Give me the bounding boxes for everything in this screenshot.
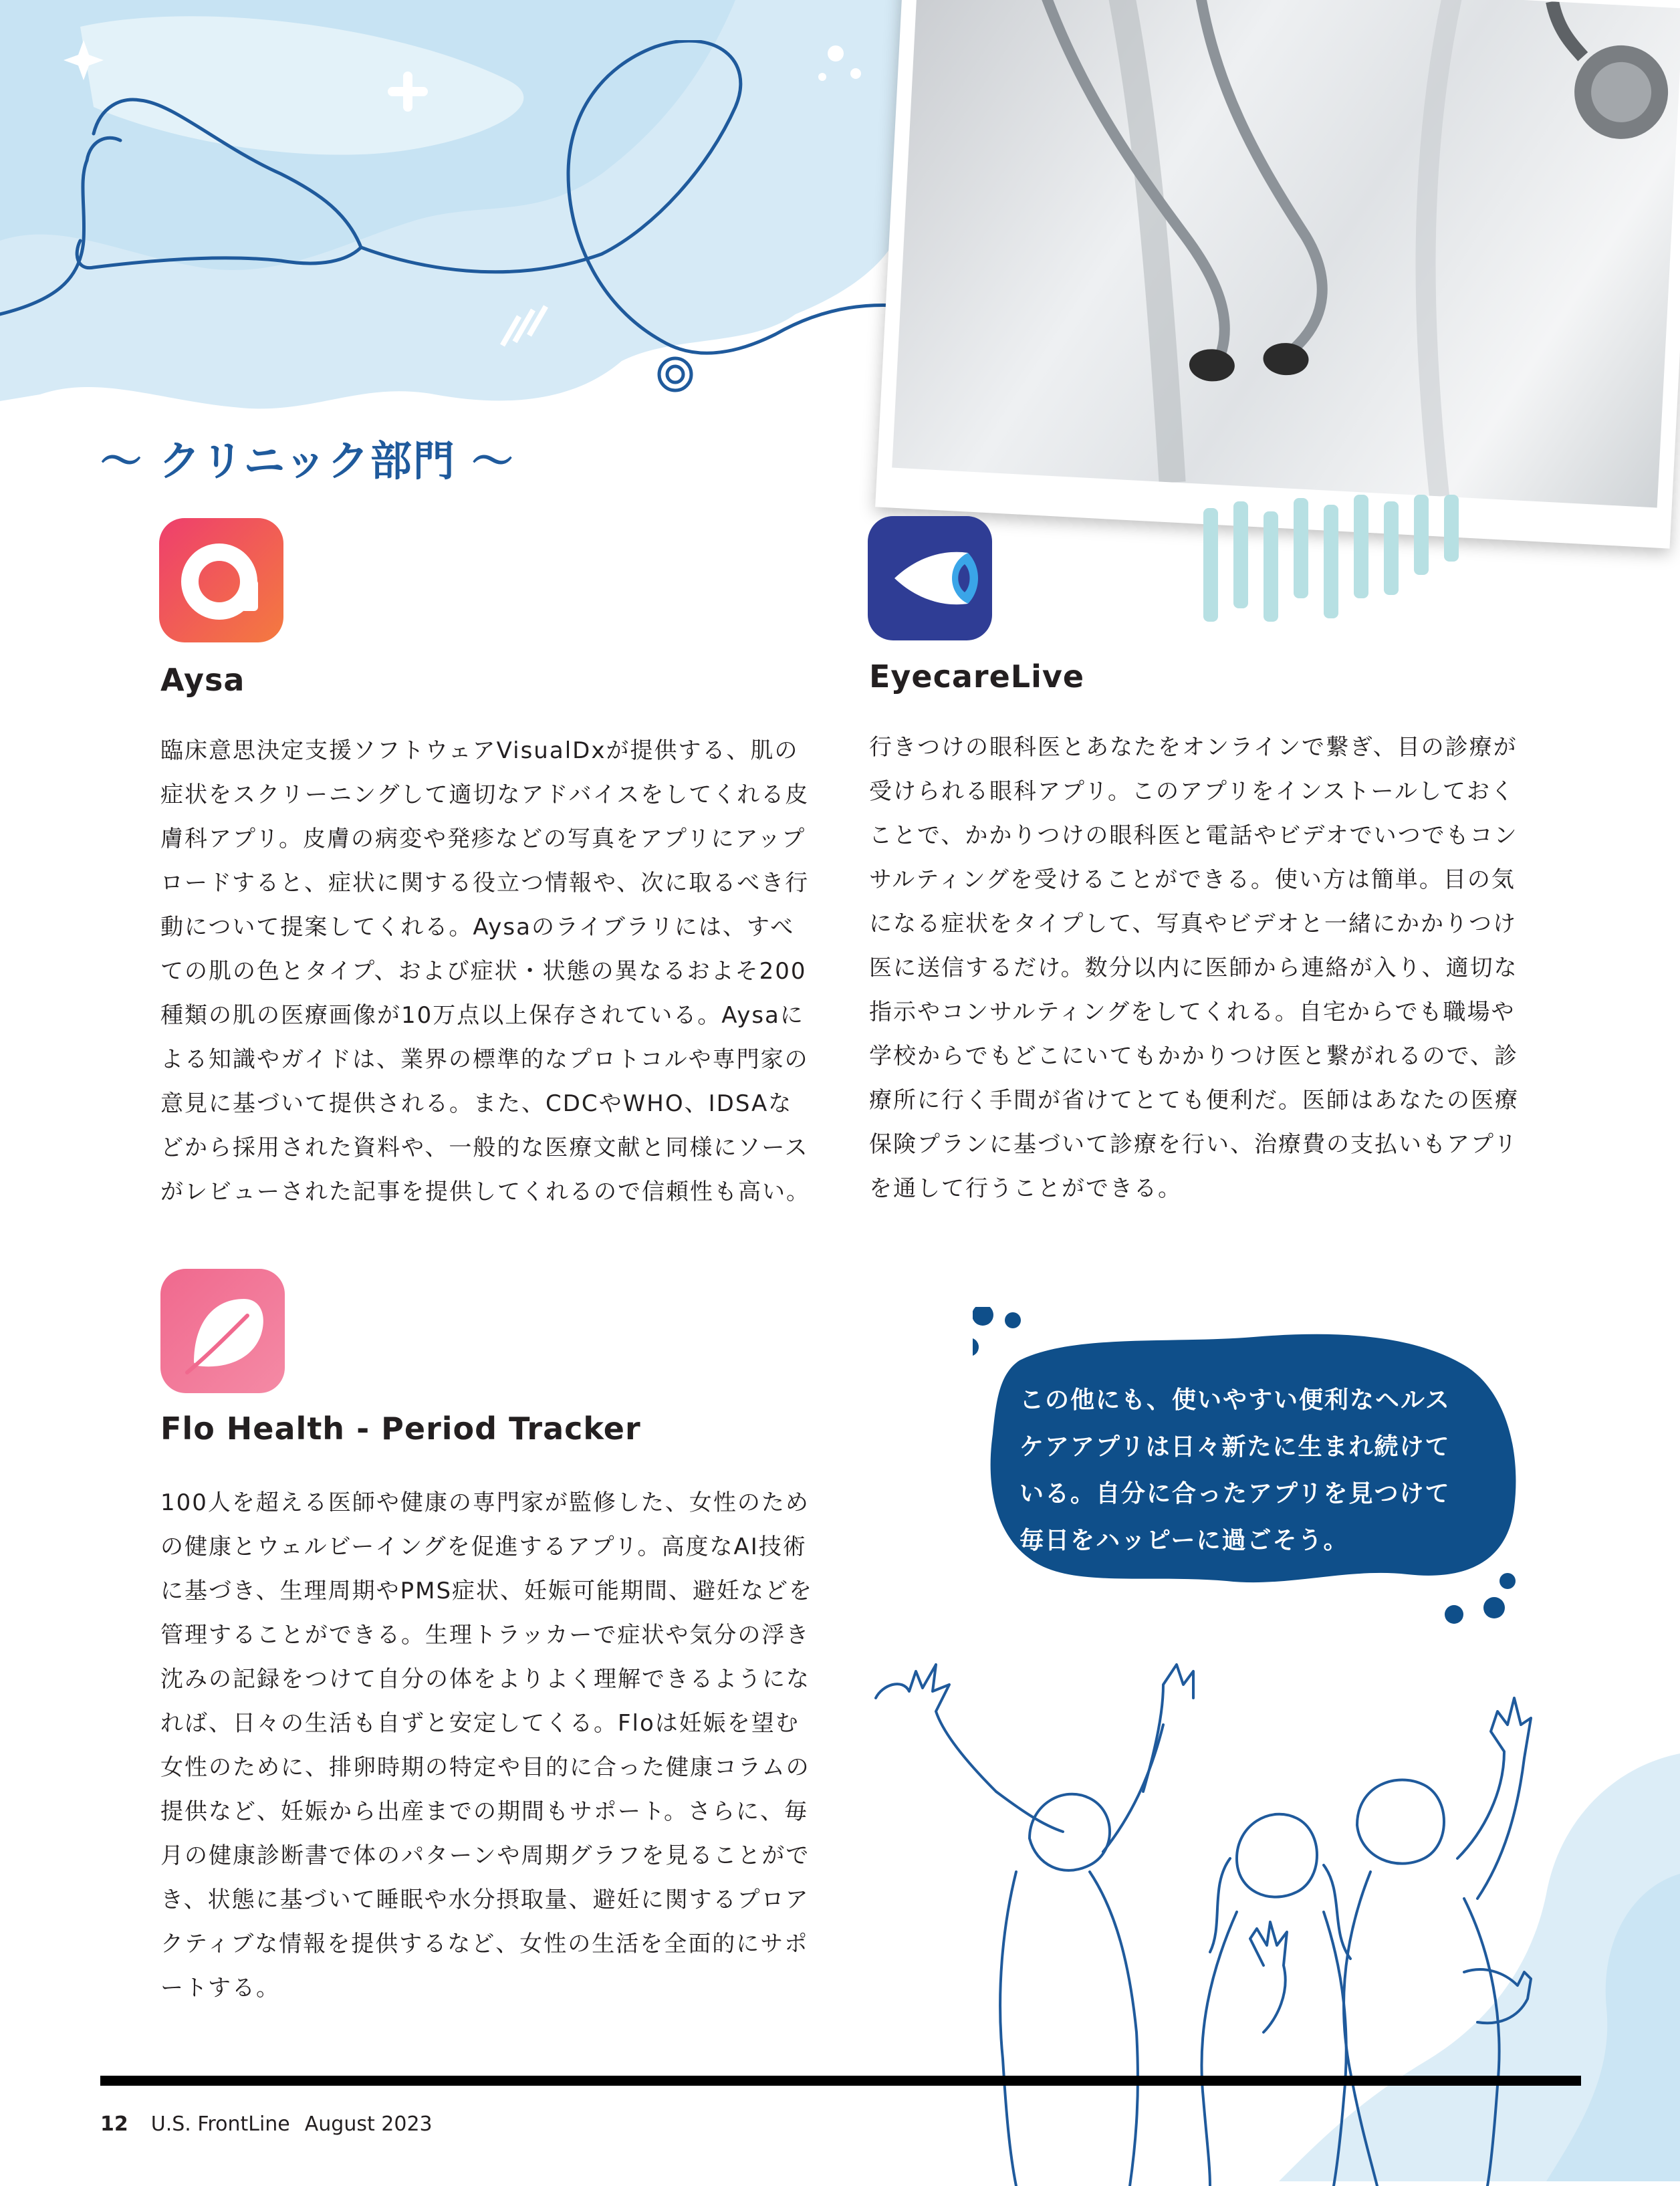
decorative-brush-stripes (1203, 495, 1578, 628)
flo-app-icon (160, 1269, 285, 1393)
footer (100, 2112, 433, 2136)
stethoscope-photo-illustration (892, 0, 1680, 508)
app-description-eyecarelive: 行きつけの眼科医とあなたをオンラインで繋ぎ、目の診療が受けられる眼科アプリ。このアプリをインストールしておくことで、かかりつけの眼科医と電話やビデオでいつでもコンサルティングを受けることができる。使い方は簡単。目の気になる症状をタイプして、写真やビデオと一緒にかかりつけ医に送信するだけ。数分以内に医師から連絡が入り、適切な指示やコンサルティングをしてくれる。自宅からでも職場や学校からでもどこにいてもかかりつけ医と繋がれるので、診療所に行く手間が省けてとても便利だ。医師はあなたの医療保険プランに基づいて診療を行い、治療費の支払いもアプリを通して行うことができる。 (869, 734, 1519, 1202)
footer-rule (100, 2076, 1581, 2086)
page-number: 12 (100, 2112, 128, 2136)
aysa-app-icon (159, 518, 283, 642)
stethoscope-line-art (0, 40, 916, 414)
app-description-flo: 100人を超える医師や健康の専門家が監修した、女性のための健康とウェルビーイングを促進するアプリ。高度なAI技術に基づき、生理周期やPMS症状、妊娠可能期間、避妊などを管理することができる。生理トラッカーで症状や気分の浮き沈みの記録をつけて自分の体をよりよく理解できるようになれば、日々の生活も自ずと安定してくる。Floは妊娠を望む女性のために、排卵時期の特定や目的に合った健康コラムの提供など、妊娠から出産までの期間もサポート。さらに、毎月の健康診断書で体のパターンや周期グラフを見ることができ、状態に基づいて睡眠や水分摂取量、避妊に関するプロアクティブな情報を提供するなど、女性の生活を全面的にサポートする。 (160, 1489, 814, 2001)
app-name-aysa: Aysa (160, 662, 245, 698)
app-name-flo: Flo Health - Period Tracker (160, 1411, 641, 1447)
publication-name: U.S. FrontLine (150, 2112, 290, 2136)
app-name-eyecarelive: EyecareLive (869, 658, 1085, 695)
section-title: 〜 クリニック部門 〜 (100, 437, 515, 485)
app-description-aysa: 臨床意思決定支援ソフトウェアVisualDxが提供する、肌の症状をスクリーニングして適切なアドバイスをしてくれる皮膚科アプリ。皮膚の病変や発疹などの写真をアプリにアップロードすると、症状に関する役立つ情報や、次に取るべき行動について提案してくれる。Aysaのライブラリには、すべての肌の色とタイプ、および症状・状態の異なるおよそ200種類の肌の医療画像が10万点以上保存されている。Aysaによる知識やガイドは、業界の標準的なプロトコルや専門家の意見に基づいて提供される。また、CDCやWHO、IDSAなどから採用された資料や、一般的な医療文献と同様にソースがレビューされた記事を提供してくれるので信頼性も高い。 (160, 737, 810, 1205)
celebrating-people-line-art (862, 1658, 1558, 2186)
doctor-photo (875, 0, 1680, 549)
eyecarelive-app-icon (868, 516, 992, 640)
issue-date: August 2023 (304, 2112, 433, 2136)
callout-text: この他にも、使いやすい便利なヘルスケアアプリは日々新たに生まれ続けている。自分に合ったアプリを見つけて毎日をハッピーに過ごそう。 (1019, 1386, 1451, 1554)
